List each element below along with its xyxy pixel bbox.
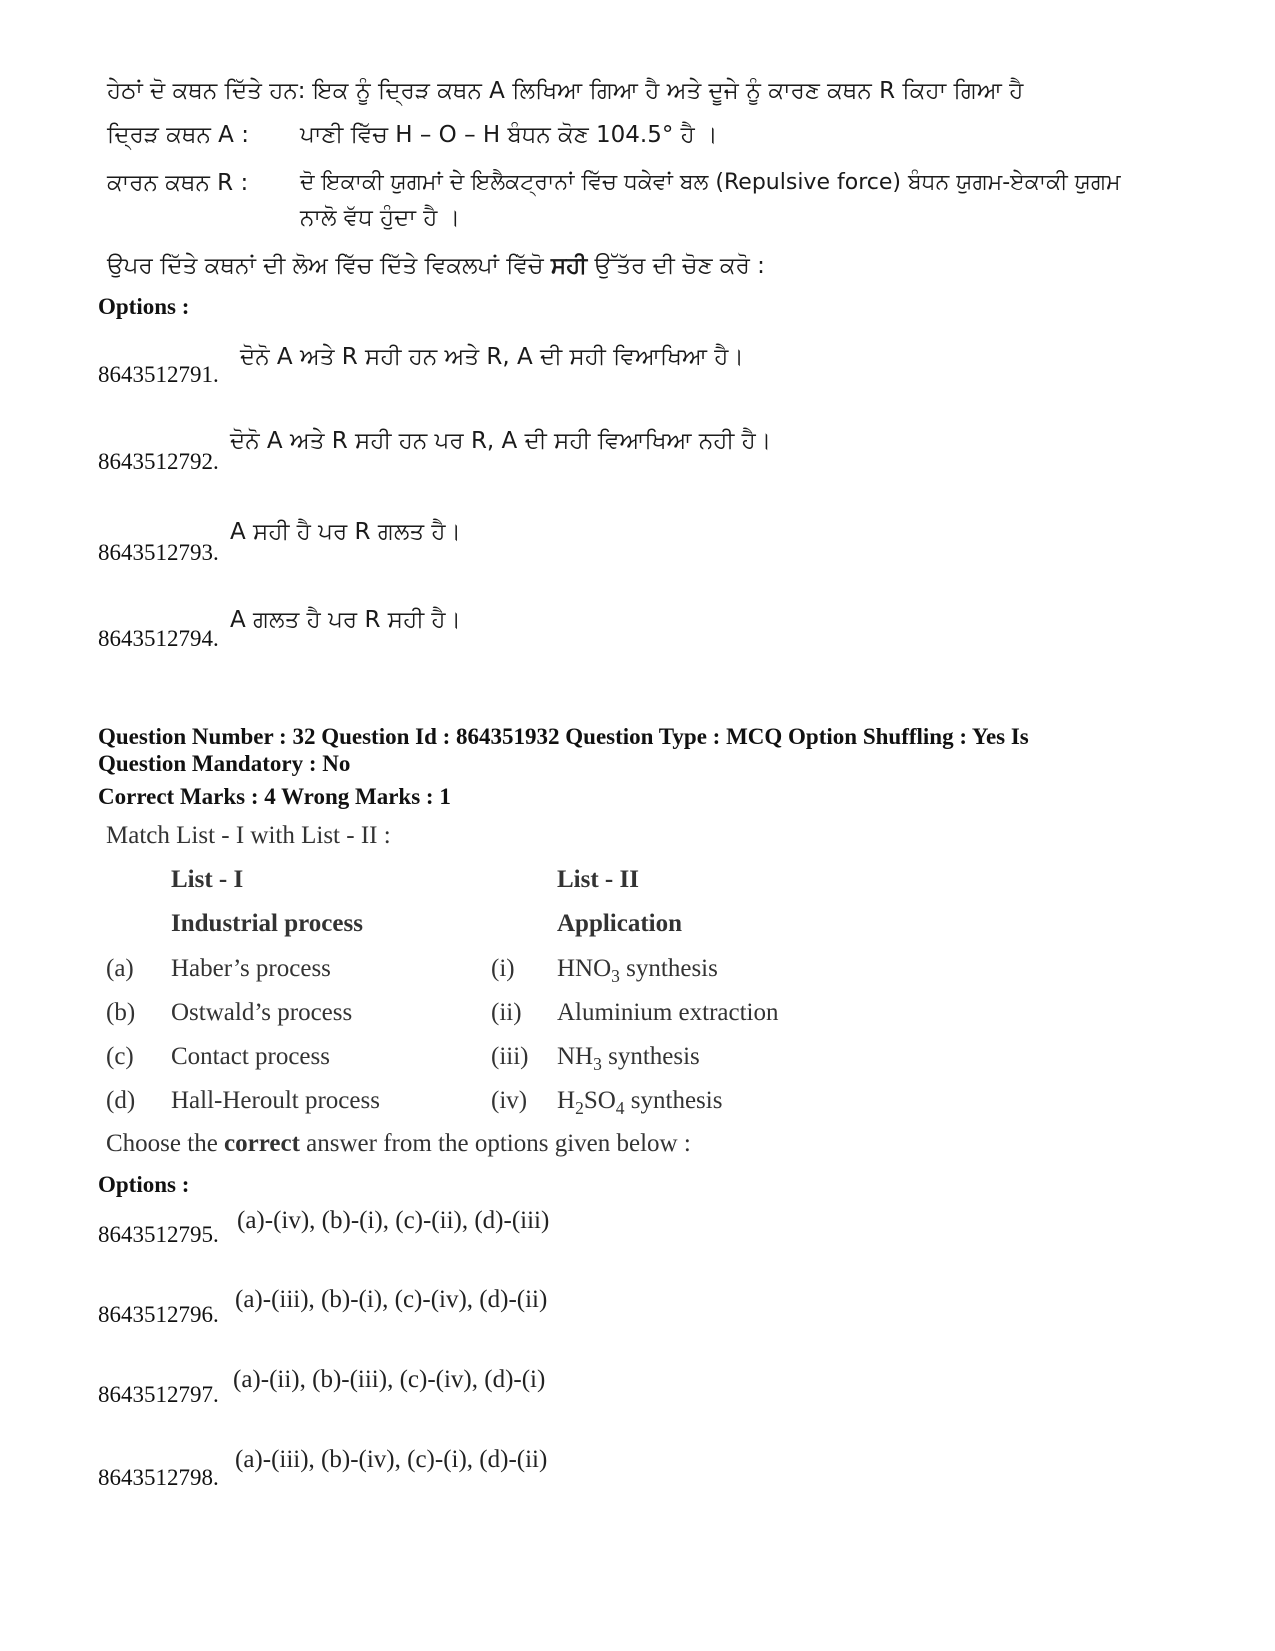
q31-instruction bbox=[107, 253, 765, 279]
list2-item bbox=[557, 999, 778, 1027]
list2-key: (i) bbox=[491, 955, 515, 982]
list1-key: (b) bbox=[106, 999, 136, 1026]
list2-key: (iii) bbox=[491, 1043, 529, 1070]
list2-item bbox=[557, 1087, 722, 1119]
list2-key: (ii) bbox=[491, 999, 522, 1026]
list2-item-sub: 3 bbox=[593, 1054, 602, 1074]
q32-option-text: (a)-(iii), (b)-(iv), (c)-(i), (d)-(ii) bbox=[235, 1446, 548, 1473]
q32-option-id: 8643512798. bbox=[98, 1465, 219, 1490]
list2-item-pre: NH bbox=[557, 1043, 594, 1070]
q31-option-id: 8643512794. bbox=[98, 626, 219, 651]
q32-option-id: 8643512796. bbox=[98, 1302, 219, 1327]
q31-option-text: ਦੋਨੋ A ਅਤੇ R ਸਹੀ ਹਨ ਅਤੇ R, A ਦੀ ਸਹੀ ਵਿਆਖਿਆ ਹੈ। bbox=[240, 344, 744, 370]
q31-instruction-post: ਉੱਤੱਰ ਦੀ ਚੋਣ ਕਰੋ : bbox=[587, 253, 765, 279]
list2-item-sub: 2 bbox=[575, 1098, 584, 1118]
list1-key: (d) bbox=[106, 1087, 136, 1114]
q32-choose-instruction bbox=[106, 1130, 691, 1158]
list1-title: List - I bbox=[171, 866, 244, 893]
choose-bold: correct bbox=[224, 1130, 300, 1157]
choose-post: answer from the options given below : bbox=[299, 1130, 691, 1157]
list2-item-pre: H bbox=[557, 1087, 576, 1114]
q32-option-text: (a)-(iii), (b)-(i), (c)-(iv), (d)-(ii) bbox=[235, 1286, 548, 1313]
q32-option-id: 8643512795. bbox=[98, 1222, 219, 1247]
list2-item-pre: Aluminium extraction bbox=[557, 999, 779, 1026]
q31-option-text: A ਸਹੀ ਹੈ ਪਰ R ਗਲਤ ਹੈ। bbox=[230, 519, 462, 545]
q31-instruction-pre: ਉਪਰ ਦਿੱਤੇ ਕਥਨਾਂ ਦੀ ਲੋਅ ਵਿੱਚ ਦਿੱਤੇ ਵਿਕਲਪਾਂ ਵਿੱਚੋ bbox=[107, 253, 551, 279]
list1-item: Contact process bbox=[171, 1043, 330, 1070]
list2-item-post: synthesis bbox=[619, 955, 718, 982]
q32-prompt: Match List - I with List - II : bbox=[106, 822, 391, 849]
q31-assertion-label: ਦ੍ਰਿੜ ਕਥਨ A : bbox=[107, 122, 249, 148]
q31-intro: ਹੇਠਾਂ ਦੋ ਕਥਨ ਦਿੱਤੇ ਹਨ: ਇਕ ਨੂੰ ਦ੍ਰਿੜ ਕਥਨ A ਲਿਖਿਆ ਗਿਆ ਹੈ ਅਤੇ ਦੂਜੇ ਨੂੰ ਕਾਰਣ ਕਥਨ R ਕਿਹਾ ਗਿਆ ਹੈ bbox=[107, 78, 1024, 104]
q31-options-label: Options : bbox=[98, 294, 190, 319]
q31-instruction-bold: ਸਹੀ bbox=[550, 253, 588, 279]
q31-option-id: 8643512793. bbox=[98, 540, 219, 565]
q31-reason-label: ਕਾਰਨ ਕਥਨ R : bbox=[107, 170, 249, 196]
q32-option-text: (a)-(ii), (b)-(iii), (c)-(iv), (d)-(i) bbox=[233, 1366, 546, 1393]
q31-option-text: A ਗਲਤ ਹੈ ਪਰ R ਸਹੀ ਹੈ। bbox=[230, 607, 462, 633]
list1-item: Haber’s process bbox=[171, 955, 331, 982]
q31-reason-text-1: ਦੋ ਇਕਾਕੀ ਯੁਗਮਾਂ ਦੇ ਇਲੈਕਟ੍ਰਾਨਾਂ ਵਿੱਚ ਧਕੇਵਾਂ ਬਲ (Repulsive force) ਬੰਧਨ ਯੁਗਮ-ਏਕਾਕੀ ਯੁਗਮ bbox=[300, 170, 1121, 195]
q31-option-id: 8643512791. bbox=[98, 362, 219, 387]
q32-header-line2: Question Mandatory : No bbox=[98, 751, 351, 776]
list2-item bbox=[557, 955, 718, 987]
q31-option-text: ਦੋਨੋ A ਅਤੇ R ਸਹੀ ਹਨ ਪਰ R, A ਦੀ ਸਹੀ ਵਿਆਖਿਆ ਨਹੀ ਹੈ। bbox=[230, 428, 772, 454]
list2-item-post: synthesis bbox=[601, 1043, 700, 1070]
list2-item-post: synthesis bbox=[624, 1087, 723, 1114]
q32-option-text: (a)-(iv), (b)-(i), (c)-(ii), (d)-(iii) bbox=[237, 1207, 550, 1234]
list1-item: Hall-Heroult process bbox=[171, 1087, 380, 1114]
q32-marks-line: Correct Marks : 4 Wrong Marks : 1 bbox=[98, 784, 451, 809]
q31-option-id: 8643512792. bbox=[98, 449, 219, 474]
q31-reason-text-2: ਨਾਲੋ ਵੱਧ ਹੁੰਦਾ ਹੈ । bbox=[300, 205, 461, 231]
list2-item bbox=[557, 1043, 700, 1075]
list2-subtitle: Application bbox=[557, 910, 683, 937]
list2-item-sub2: 4 bbox=[615, 1098, 625, 1118]
list1-item: Ostwald’s process bbox=[171, 999, 353, 1026]
list2-title: List - II bbox=[557, 866, 639, 893]
list2-item-pre: HNO bbox=[557, 955, 612, 982]
list1-key: (a) bbox=[106, 955, 134, 982]
list2-key: (iv) bbox=[491, 1087, 528, 1114]
q32-options-label: Options : bbox=[98, 1172, 190, 1197]
list2-item-sub: 3 bbox=[611, 966, 620, 986]
choose-pre: Choose the bbox=[106, 1130, 225, 1157]
list1-key: (c) bbox=[106, 1043, 134, 1070]
list2-item-mid: SO bbox=[583, 1087, 616, 1114]
list1-subtitle: Industrial process bbox=[171, 910, 363, 937]
q32-option-id: 8643512797. bbox=[98, 1382, 219, 1407]
q31-assertion-text: ਪਾਣੀ ਵਿੱਚ H – O – H ਬੰਧਨ ਕੋਣ 104.5° ਹੈ । bbox=[300, 122, 718, 148]
q32-header-line1: Question Number : 32 Question Id : 864351932 Question Type : MCQ Option Shuffling : Yes Is bbox=[98, 724, 1029, 749]
